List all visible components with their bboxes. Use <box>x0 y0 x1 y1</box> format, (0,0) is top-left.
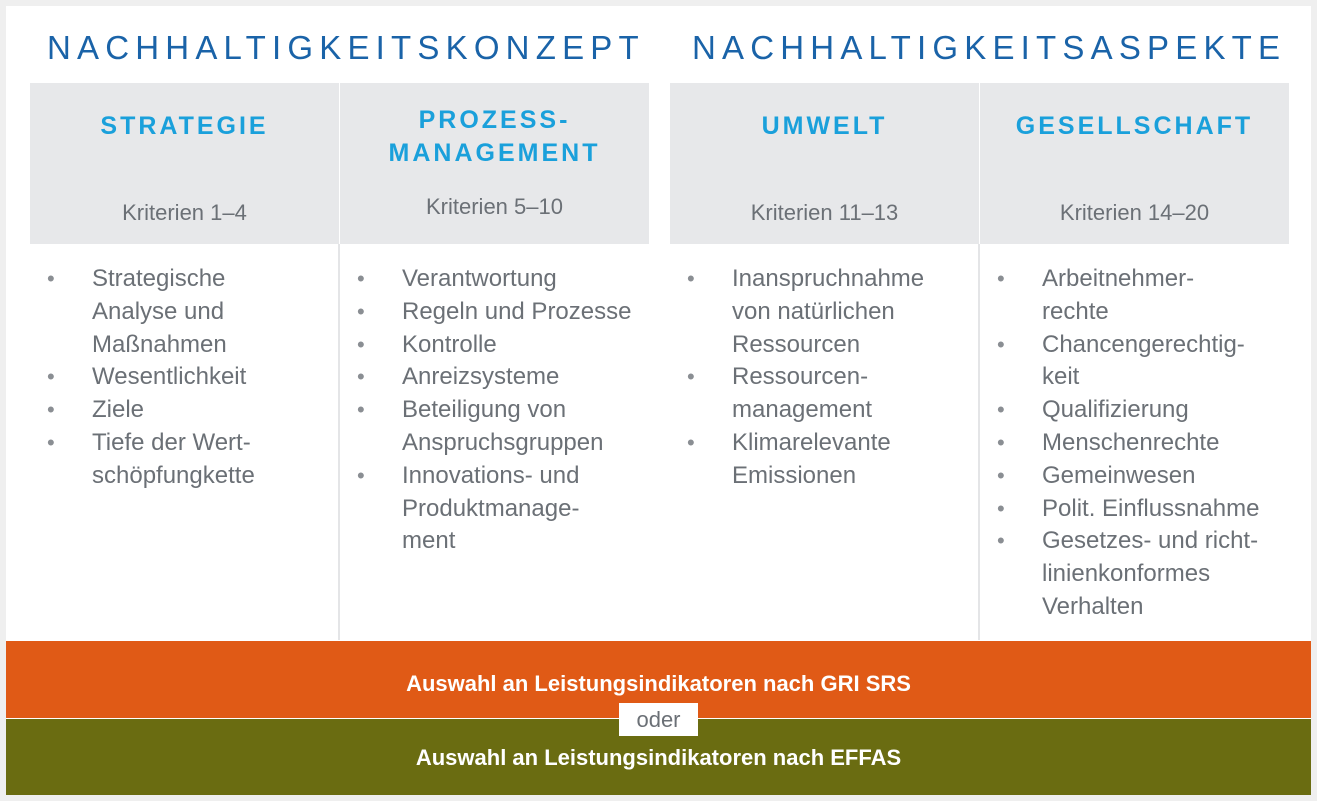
list-item: • Tiefe der Wert- schöpfungkette <box>30 427 330 493</box>
list-item: • Qualifizierung <box>980 394 1280 427</box>
list-item: • Gesetzes- und richt- linienkonformes Verhalten <box>980 525 1280 623</box>
column-title: GESELLSCHAFT <box>1015 112 1254 140</box>
list-item: • Gemeinwesen <box>980 460 1280 493</box>
column-header <box>340 83 649 244</box>
gri-indicators-bar: Auswahl an Leistungsindikatoren nach GRI SRS <box>6 641 1311 718</box>
list-item: • Arbeitnehmer- rechte <box>980 263 1280 329</box>
list-item: • Ziele <box>30 394 330 427</box>
list-item: • Chancengerechtig- keit <box>980 329 1280 395</box>
list-item: • Regeln und Prozesse <box>340 296 640 329</box>
criteria-list <box>340 263 640 558</box>
column-strategie <box>30 83 339 640</box>
list-item: • Klimarelevante Emissionen <box>670 427 970 493</box>
criteria-list <box>980 263 1280 624</box>
list-item: • Strategische Analyse und Maßnahmen <box>30 263 330 361</box>
column-gesellschaft <box>980 83 1289 640</box>
criteria-label: Kriterien 14–20 <box>1059 200 1210 225</box>
effas-indicators-bar: Auswahl an Leistungsindikatoren nach EFFAS <box>6 719 1311 795</box>
column-title: STRATEGIE <box>100 112 269 140</box>
column-prozessmanagement <box>340 83 649 640</box>
list-item: • Anreizsysteme <box>340 361 640 394</box>
list-item: • Wesentlichkeit <box>30 361 330 394</box>
list-item: • Beteiligung von Anspruchsgruppen <box>340 394 640 460</box>
list-item: • Ressourcen- management <box>670 361 970 427</box>
list-item: • Kontrolle <box>340 329 640 362</box>
oder-label: oder <box>619 703 698 736</box>
column-header <box>30 83 339 244</box>
list-item: • Verantwortung <box>340 263 640 296</box>
criteria-label: Kriterien 5–10 <box>426 194 563 219</box>
aspects-group-title: NACHHALTIGKEITSASPEKTE <box>692 29 1287 66</box>
column-title: PROZESS- MANAGEMENT <box>388 106 601 167</box>
column-title: UMWELT <box>761 112 888 140</box>
criteria-list <box>30 263 330 493</box>
criteria-list <box>670 263 970 493</box>
column-header <box>670 83 979 244</box>
list-item: • Innovations- und Produktmanage- ment <box>340 460 640 558</box>
list-item: • Inanspruchnahme von natürlichen Ressourcen <box>670 263 970 361</box>
criteria-label: Kriterien 1–4 <box>122 200 247 225</box>
column-umwelt <box>670 83 979 640</box>
criteria-label: Kriterien 11–13 <box>750 200 899 225</box>
column-header <box>980 83 1289 244</box>
concept-group-title: NACHHALTIGKEITSKONZEPT <box>47 29 645 66</box>
list-item: • Polit. Einflussnahme <box>980 493 1280 526</box>
list-item: • Menschenrechte <box>980 427 1280 460</box>
